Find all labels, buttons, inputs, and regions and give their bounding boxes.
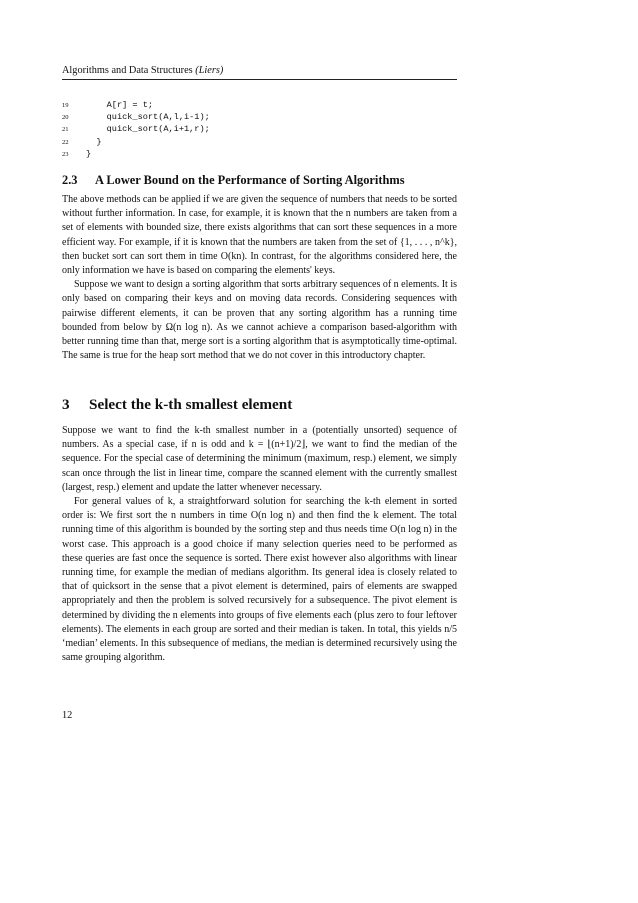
section-heading-2-3 — [62, 173, 457, 188]
section-number: 2.3 — [62, 173, 78, 187]
running-author: (Liers) — [195, 65, 224, 76]
code-line — [62, 148, 457, 160]
code-line — [62, 99, 457, 111]
header-rule — [62, 79, 457, 80]
line-number: 22 — [62, 138, 69, 146]
line-number: 23 — [62, 150, 69, 158]
code-listing — [62, 99, 457, 160]
line-number: 20 — [62, 114, 69, 122]
code-text: A[r] = t; — [86, 100, 154, 110]
section-heading-3 — [62, 396, 457, 414]
section-2-3-body — [62, 193, 457, 363]
section-title: Select the k-th smallest element — [89, 396, 293, 413]
paragraph: Suppose we want to design a sorting algorithm that sorts arbitrary sequences of n elements. It is only based on comparing their keys and on moving data records. Considering sequences with pairwise different elements, it can be proven that any sorting algorithm has a running time bounded from below by Ω(n log n). As we cannot achieve a comparison based-algorithm with better running time than that, merge sort is a sorting algorithm that is asymptotically time-optimal. The same is true for the heap sort method that we do not cover in this introductory chapter. — [62, 279, 457, 362]
paragraph: Suppose we want to find the k-th smallest number in a (potentially unsorted) sequence of numbers. As a special case, if n is odd and k = ⌊(n+1)/2⌋, we want to find the median of the sequence. For the special case of determining the minimum (maximum, resp.) element, we simply scan once through the list in linear time, compare the scanned element with the currently smallest (largest, resp.) element and update the latter whenever necessary. — [62, 425, 457, 493]
code-line — [62, 136, 457, 148]
section-title: A Lower Bound on the Performance of Sorting Algorithms — [95, 173, 405, 187]
code-text: quick_sort(A,l,i-1); — [86, 112, 210, 123]
line-number: 19 — [62, 102, 69, 109]
code-line — [62, 123, 457, 135]
running-title: Algorithms and Data Structures — [62, 65, 196, 76]
code-text: quick_sort(A,i+1,r); — [86, 124, 210, 135]
paragraph: For general values of k, a straightforward solution for searching the k-th element in sorted order is: We first sort the n numbers in time O(n log n) and then find the k element. The total running time of this algorithm is bounded by the sorting step and thus needs time O(n log n) in the worst case. This approach is a good choice if many selection queries need to be performed as these queries are fast once the sequence is sorted. There exist however also algorithms with linear running time, for example the median of medians algorithm. Its general idea is closely related to that of quicksort in the sense that a pivot element is determined, pairs of elements are swapped appropriately and then the problem is solved recursively for a subsequence. The pivot element is determined by dividing the n elements into groups of five elements each (plus zero to four leftover elements). The elements in each group are sorted and their median is taken. In total, this yields n/5 ‘median’ elements. In this subsequence of medians, the median is determined recursively using the same grouping algorithm. — [62, 496, 457, 664]
code-text: } — [86, 148, 92, 159]
section-3-body — [62, 424, 457, 665]
running-head — [62, 64, 457, 77]
page-number: 12 — [62, 710, 73, 721]
line-number: 21 — [62, 126, 69, 134]
paragraph: The above methods can be applied if we are given the sequence of numbers that needs to be sorted without further information. In case, for example, it is known that the n numbers are taken from a set of elements with bounded size, there exists algorithms that can sort these sequences in a more efficient way. For example, if it is known that the numbers are taken from the set of {1, . . . , n^k}, then bucket sort can sort them in time O(kn). In contrast, for the algorithms considered here, the only information we have is based on comparing the elements' keys. — [62, 194, 457, 277]
section-number: 3 — [62, 396, 70, 413]
code-line — [62, 111, 457, 123]
code-text: } — [86, 136, 102, 147]
